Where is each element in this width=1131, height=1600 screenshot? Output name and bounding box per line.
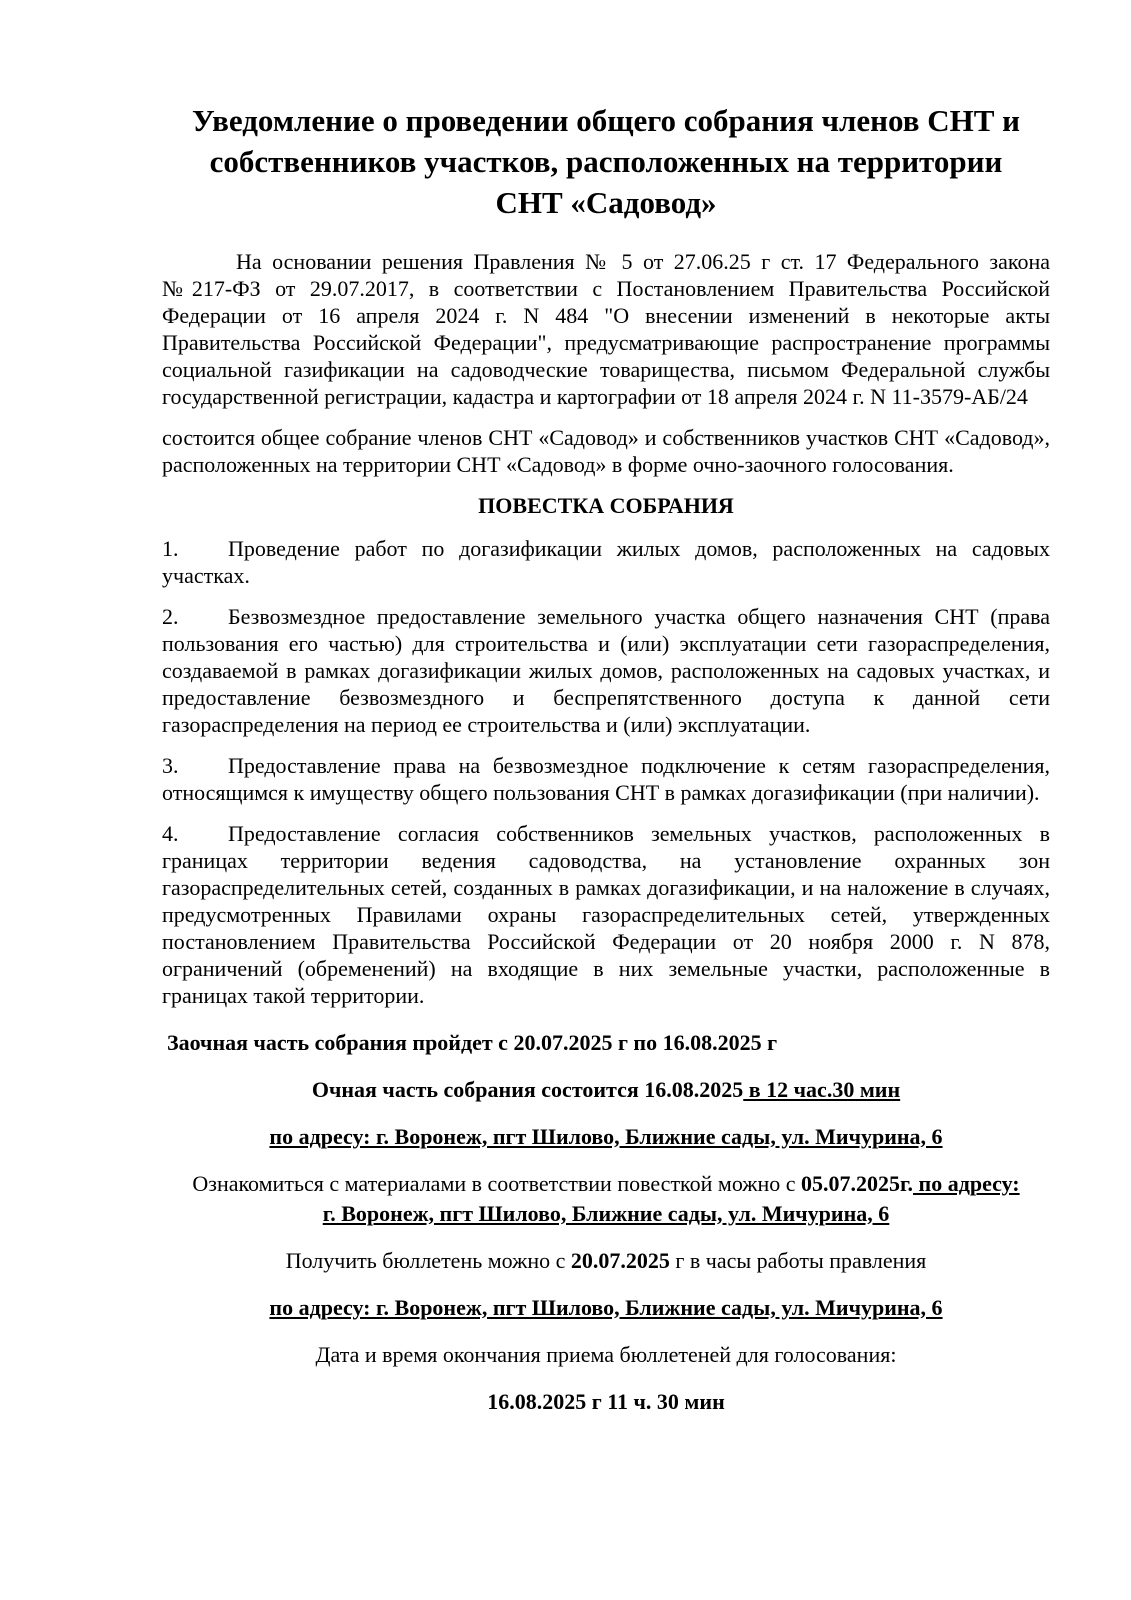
agenda-item-2-text: Безвозмездное предоставление земельного участка общего назначения СНТ (права пользования его частью) для строительства и (или) эксплуатации сети газораспределения, создаваемой в рамках догазификации жилых домов, расположенных на садовых участках, и предоставление безвозмездного и беспрепятственного доступа к данной сети газораспределения на период ее строительства и (или) эксплуатации. — [162, 603, 1050, 737]
ballot-deadline-label: Дата и время окончания приема бюллетеней для голосования: — [315, 1341, 897, 1367]
in-person-meeting-line — [162, 1076, 1050, 1103]
ballot-address-line: по адресу: г. Воронеж, пгт Шилово, Ближние сады, ул. Мичурина, 6 — [269, 1294, 943, 1320]
intro-paragraph: На основании решения Правления № 5 от 27.06.25 г ст. 17 Федерального закона №217-ФЗ от 29.07.2017, в соответствии с Постановлением Правительства Российской Федерации от 16 апреля 2024 г. N 484 "О внесении изменений в некоторые акты Правительства Российской Федерации", предусматривающие распространение программы социальной газификации на садоводческие товарищества, письмом Федеральной службы государственной регистрации, кадастра и картографии от 18 апреля 2024 г. N 11-3579-АБ/24 — [162, 248, 1050, 409]
ballot-pickup-line — [162, 1247, 1050, 1274]
agenda-item-1-text: Проведение работ по догазификации жилых домов, расположенных на садовых участках. — [162, 535, 1050, 588]
meeting-address-line: по адресу: г. Воронеж, пгт Шилово, Ближние сады, ул. Мичурина, 6 — [269, 1123, 943, 1149]
absentee-voting-period-line: Заочная часть собрания пройдет с 20.07.2025 г по 16.08.2025 г — [167, 1029, 778, 1055]
meeting-form-paragraph: состоится общее собрание членов СНТ «Садовод» и собственников участков СНТ «Садовод», расположенных на территории СНТ «Садовод» в форме очно-заочного голосования. — [162, 424, 1050, 477]
agenda-item-1-number: 1. — [162, 535, 179, 561]
agenda-item-4 — [162, 820, 1050, 1009]
in-person-meeting-text: Очная часть собрания состоится 16.08.2025 — [311, 1076, 744, 1102]
agenda-item-1 — [162, 535, 1050, 589]
materials-review-address-line: г. Воронеж, пгт Шилово, Ближние сады, ул. Мичурина, 6 — [322, 1200, 890, 1226]
materials-review-line — [162, 1170, 1050, 1197]
document-title: Уведомление о проведении общего собрания членов СНТ и собственников участков, расположенных на территории СНТ «Садовод» — [191, 103, 1021, 221]
agenda-item-2-number: 2. — [162, 603, 179, 629]
materials-review-address-label: по адресу: — [913, 1170, 1020, 1196]
agenda-item-2 — [162, 603, 1050, 738]
agenda-item-4-text: Предоставление согласия собственников земельных участков, расположенных в границах территории ведения садоводства, на установление охранных зон газораспределительных сетей, созданных в рамках догазификации, и на наложение в случаях, предусмотренных Правилами охраны газораспределительных сетей, утвержденных постановлением Правительства Российской Федерации от 20 ноября 2000 г. N 878, ограничений (обременений) на входящие в них земельные участки, расположенные в границах такой территории. — [162, 820, 1050, 1008]
agenda-item-3 — [162, 752, 1050, 806]
agenda-heading: ПОВЕСТКА СОБРАНИЯ — [478, 492, 734, 518]
agenda-item-3-text: Предоставление права на безвозмездное подключение к сетям газораспределения, относящимся к имуществу общего пользования СНТ в рамках догазификации (при наличии). — [162, 752, 1050, 805]
agenda-item-4-number: 4. — [162, 820, 179, 846]
agenda-item-3-number: 3. — [162, 752, 179, 778]
ballot-pickup-date: 20.07.2025 — [570, 1247, 670, 1273]
materials-review-date: 05.07.2025г. — [801, 1170, 914, 1196]
materials-review-text: Ознакомиться с материалами в соответствии повесткой можно с — [192, 1170, 802, 1196]
ballot-pickup-text-2: г в часы работы правления — [669, 1247, 927, 1273]
in-person-meeting-time: в 12 час.30 мин — [743, 1076, 901, 1102]
ballot-pickup-text: Получить бюллетень можно с — [285, 1247, 571, 1273]
ballot-deadline-value: 16.08.2025 г 11 ч. 30 мин — [487, 1388, 725, 1414]
